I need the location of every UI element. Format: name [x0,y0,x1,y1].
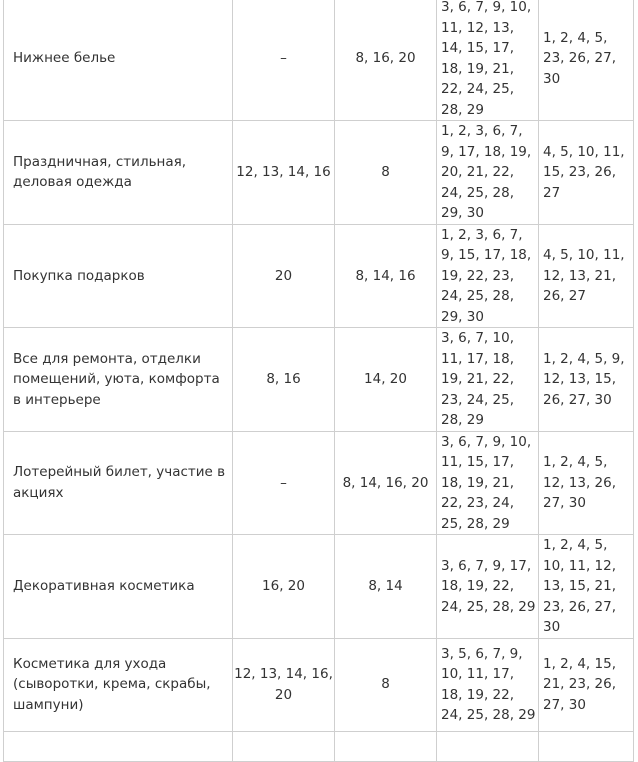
days-value: 8, 16, 20 [355,50,416,67]
table-row [4,535,634,639]
days-value: 1, 2, 4, 5, 10, 11, 12, 13, 15, 21, 23, 26, 27, 30 [543,537,616,635]
days-cell [437,224,539,328]
days-cell [539,535,634,639]
category-cell [4,535,233,639]
days-cell [437,535,539,639]
days-value: 3, 6, 7, 10, 11, 17, 18, 19, 21, 22, 23, 24, 25, 28, 29 [441,330,514,428]
empty-cell [437,731,539,761]
days-value: 12, 13, 14, 16 [236,164,331,180]
days-value: 1, 2, 3, 6, 7, 9, 17, 18, 19, 20, 21, 22, 24, 25, 28, 29, 30 [441,123,532,221]
category-cell [4,638,233,731]
days-value: 8 [381,676,390,693]
days-cell [335,638,437,731]
days-cell [233,328,335,432]
days-value: 3, 6, 7, 9, 10, 11, 15, 17, 18, 19, 21, 22, 23, 24, 25, 28, 29 [441,433,532,532]
days-value: 1, 2, 4, 5, 9, 12, 13, 15, 26, 27, 30 [543,350,625,408]
days-value: 20 [274,267,293,284]
table-row [4,224,634,328]
table-row [4,638,634,731]
empty-cell [335,731,437,761]
days-value: 8 [381,164,390,180]
days-cell [437,431,539,535]
table-row [4,731,634,761]
days-cell [335,431,437,535]
days-value: 4, 5, 10, 11, 15, 23, 26, 27 [543,143,625,201]
days-value: 1, 2, 4, 15, 21, 23, 26, 27, 30 [543,655,616,713]
days-value: 1, 2, 3, 6, 7, 9, 15, 17, 18, 19, 22, 23, 24, 25, 28, 29, 30 [441,226,532,325]
category-cell [4,224,233,328]
days-cell [335,224,437,328]
days-cell [335,535,437,639]
days-cell [539,224,634,328]
category-cell [4,0,233,121]
days-value: 8, 14, 16, 20 [342,474,429,491]
days-cell [335,121,437,225]
category-label: Праздничная, стильная, деловая одежда [13,153,187,191]
days-value: 8, 14 [368,578,403,594]
empty-cell [539,731,634,761]
table-row [4,121,634,225]
days-value: 1, 2, 4, 5, 23, 26, 27, 30 [543,29,616,87]
days-value: 3, 6, 7, 9, 10, 11, 12, 13, 14, 15, 17, 18, 19, 21, 22, 24, 25, 28, 29 [441,0,532,118]
days-value: 14, 20 [364,371,407,387]
category-cell [4,431,233,535]
days-cell [335,328,437,432]
days-value: 8, 16 [266,371,301,387]
empty-cell [4,731,233,761]
shopping-calendar-table [3,0,634,762]
category-label: Покупка подарков [13,267,145,284]
days-value: 1, 2, 4, 5, 12, 13, 26, 27, 30 [543,454,616,511]
days-value: 16, 20 [262,578,305,594]
category-label: Все для ремонта, отделки помещений, уюта, комфорта в интерьере [13,350,220,408]
days-cell [539,328,634,432]
days-cell [437,121,539,225]
category-label: Нижнее белье [13,50,116,67]
days-value: 3, 5, 6, 7, 9, 10, 11, 17, 18, 19, 22, 24, 25, 28, 29 [441,645,536,723]
days-cell [437,328,539,432]
days-cell [233,121,335,225]
days-cell [233,638,335,731]
category-label: Лотерейный билет, участие в акциях [13,464,226,501]
category-label: Декоративная косметика [13,578,195,594]
days-cell [233,224,335,328]
days-cell [437,0,539,121]
table-row [4,0,634,121]
days-cell [437,638,539,731]
days-cell [539,121,634,225]
category-cell [4,328,233,432]
days-cell [539,638,634,731]
days-value: 3, 6, 7, 9, 17, 18, 19, 22, 24, 25, 28, 29 [441,557,536,615]
table-row [4,431,634,535]
category-cell [4,121,233,225]
days-cell [335,0,437,121]
days-value: – [280,50,287,67]
empty-cell [233,731,335,761]
days-value: – [280,474,287,491]
days-cell [539,0,634,121]
days-cell [233,431,335,535]
days-value: 12, 13, 14, 16, 20 [234,666,333,703]
days-cell [233,535,335,639]
days-value: 8, 14, 16 [355,267,416,284]
table-row [4,328,634,432]
days-cell [539,431,634,535]
days-value: 4, 5, 10, 11, 12, 13, 21, 26, 27 [543,247,625,304]
days-cell [233,0,335,121]
category-label: Косметика для ухода (сыворотки, крема, скрабы, шампуни) [13,655,211,713]
